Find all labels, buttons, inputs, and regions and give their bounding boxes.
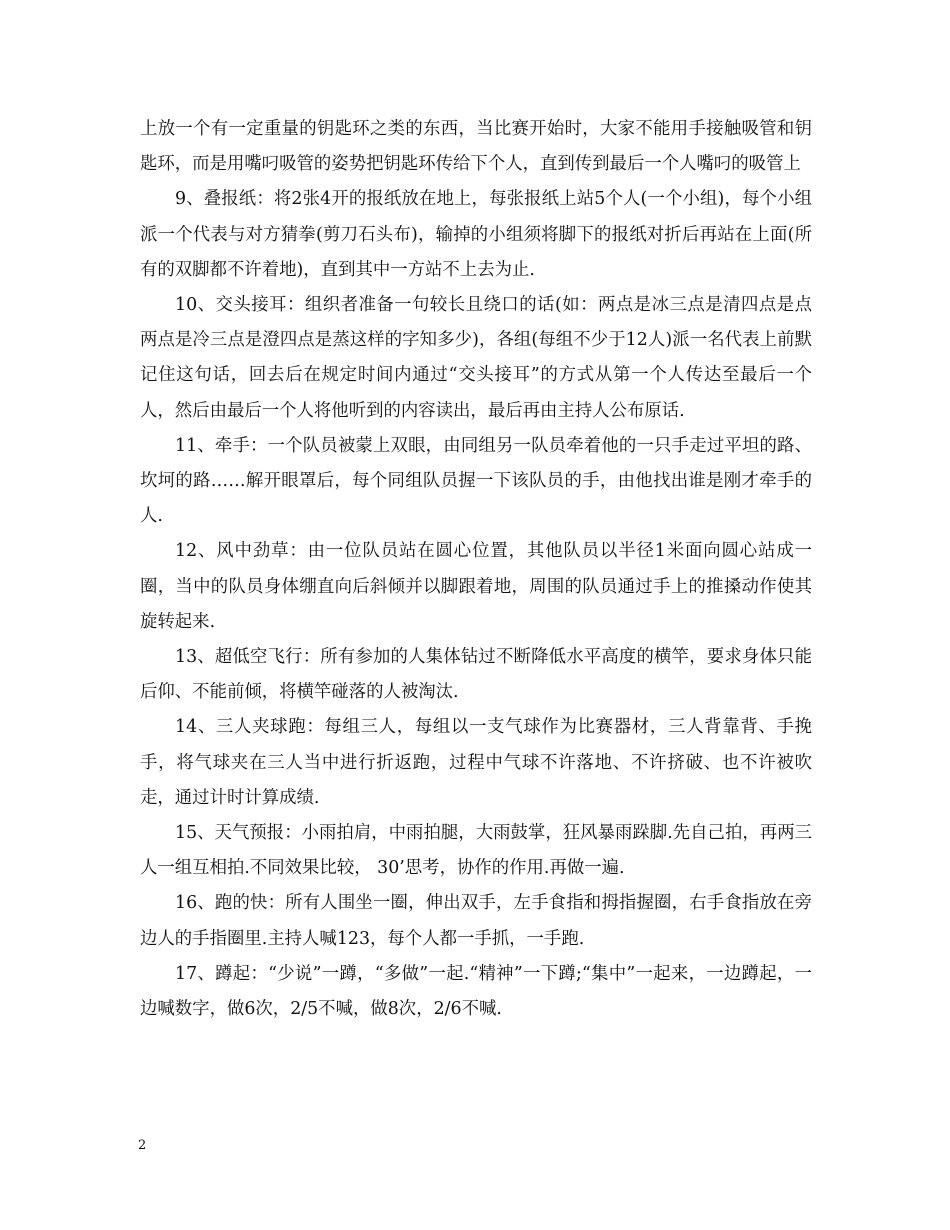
paragraph-continuation: 上放一个有一定重量的钥匙环之类的东西，当比赛开始时，大家不能用手接触吸管和钥匙环，而是用嘴叼吸管的姿势把钥匙环传给下个人，直到传到最后一个人嘴叼的吸管上 (140, 119, 812, 175)
paragraph-item-12: 12、风中劲草：由一位队员站在圆心位置，其他队员以半径1米面向圆心站成一圈，当中的队员身体绷直向后斜倾并以脚跟着地，周围的队员通过手上的推搡动作使其旋转起来. (140, 541, 812, 632)
paragraph-item-9: 9、叠报纸：将2张4开的报纸放在地上，每张报纸上站5个人(一个小组)，每个小组派一个代表与对方猜拳(剪刀石头布)，输掉的小组须将脚下的报纸对折后再站在上面(所有的双脚都不许着地)，直到其中一方站不上去为止. (140, 189, 812, 280)
document-body (140, 112, 812, 1027)
paragraph-item-17: 17、蹲起：“少说”一蹲，“多做”一起.“精神”一下蹲;“集中”一起来，一边蹲起，一边喊数字，做6次，2/5不喊，做8次，2/6不喊. (140, 963, 812, 1020)
page-number: 2 (138, 1138, 147, 1153)
paragraph-item-14: 14、三人夹球跑：每组三人，每组以一支气球作为比赛器材，三人背靠背、手挽手，将气球夹在三人当中进行折返跑，过程中气球不许落地、不许挤破、也不许被吹走，通过计时计算成绩. (140, 717, 812, 808)
paragraph-item-11: 11、牵手：一个队员被蒙上双眼，由同组另一队员牵着他的一只手走过平坦的路、坎坷的路……解开眼罩后，每个同组队员握一下该队员的手，由他找出谁是刚才牵手的人. (140, 435, 812, 527)
paragraph-item-10: 10、交头接耳：组织者准备一句较长且绕口的话(如：两点是冰三点是清四点是点两点是冷三点是澄四点是蒸这样的字知多少)，各组(每组不少于12人)派一名代表上前默记住这句话，回去后在规定时间内通过“交头接耳”的方式从第一个人传达至最后一个人，然后由最后一个人将他听到的内容读出，最后再由主持人公布原话. (140, 295, 812, 421)
paragraph-item-13: 13、超低空飞行：所有参加的人集体钻过不断降低水平高度的横竿，要求身体只能后仰、不能前倾，将横竿碰落的人被淘汰. (140, 647, 812, 703)
paragraph-item-15: 15、天气预报：小雨拍肩，中雨拍腿，大雨鼓掌，狂风暴雨跺脚.先自己拍，再两三人一组互相拍.不同效果比较， 30’思考，协作的作用.再做一遍. (140, 823, 812, 879)
paragraph-item-16: 16、跑的快：所有人围坐一圈，伸出双手，左手食指和拇指握圈，右手食指放在旁边人的手指圈里.主持人喊123，每个人都一手抓，一手跑. (140, 893, 812, 949)
